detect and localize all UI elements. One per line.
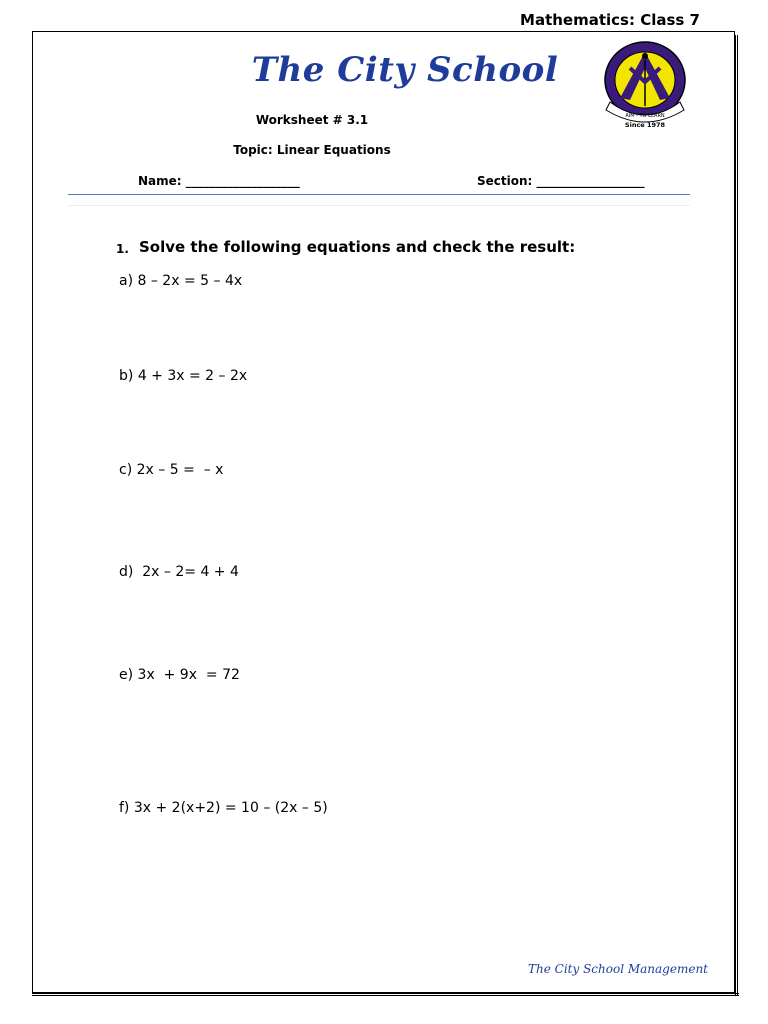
subject-class-label: Mathematics: Class 7 [520, 11, 700, 29]
equation-text: 3x + 9x = 72 [137, 667, 240, 683]
worksheet-number: Worksheet # 3.1 [255, 113, 369, 127]
equation-text: 3x + 2(x+2) = 10 – (2x – 5) [133, 800, 328, 816]
header-divider [68, 194, 690, 195]
equation-text: 2x – 5 = – x [136, 462, 224, 478]
equation-label: f) [119, 800, 130, 816]
equation-c [119, 462, 223, 478]
equation-f [119, 800, 328, 816]
equation-b [119, 368, 247, 384]
question-number: 1. [116, 242, 129, 256]
equation-label: c) [119, 462, 133, 478]
logo-motto: AIM - TO LEARN [625, 113, 665, 119]
school-name-title: The City School [251, 50, 559, 90]
equation-label: a) [119, 273, 134, 289]
equation-label: e) [119, 667, 134, 683]
name-field: Name: ___________________ [138, 174, 300, 188]
equation-label: d) [119, 564, 134, 580]
section-field: Section: __________________ [477, 174, 645, 188]
worksheet-topic: Topic: Linear Equations [233, 143, 391, 157]
equation-d [119, 564, 239, 580]
footer-management: The City School Management [528, 962, 708, 976]
page-border-right-double [735, 35, 738, 996]
equation-text: 8 – 2x = 5 – 4x [137, 273, 243, 289]
question-text: Solve the following equations and check the result: [139, 238, 576, 256]
equation-text: 2x – 2= 4 + 4 [137, 564, 239, 580]
equation-label: b) [119, 368, 134, 384]
equation-a [119, 273, 242, 289]
equation-text: 4 + 3x = 2 – 2x [137, 368, 248, 384]
logo-since: Since 1978 [624, 121, 666, 129]
equation-e [119, 667, 240, 683]
page-border-bottom-double [32, 993, 739, 996]
header-divider-light [68, 205, 690, 206]
